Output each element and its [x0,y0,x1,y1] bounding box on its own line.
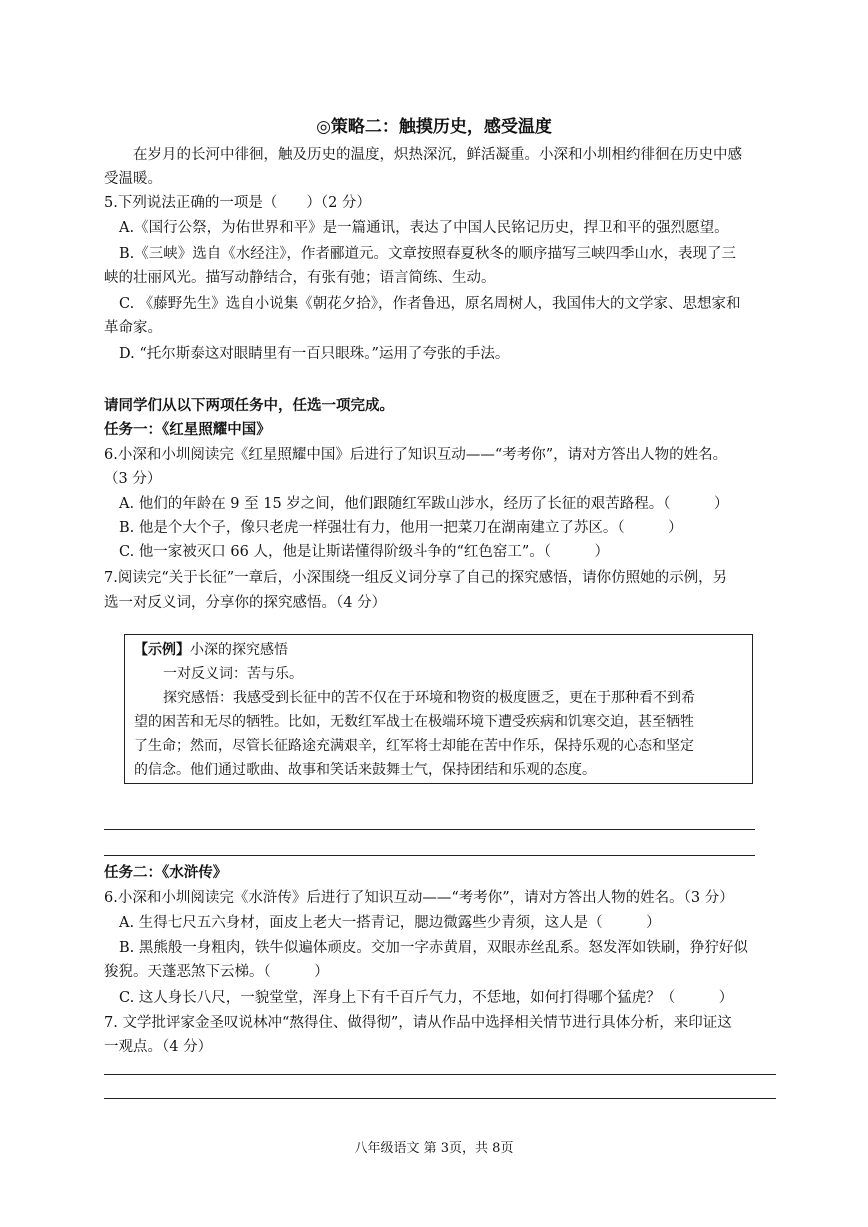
task2-q6: 6.小深和小圳阅读完《水浒传》后进行了知识互动——“考考你”，请对方答出人物的姓名。（3 分） [104,890,734,906]
intro-line-2: 受温暖。 [104,171,162,187]
task2-q7-line-2: 一观点。（4 分） [104,1039,213,1055]
answer-line-1[interactable] [104,829,755,830]
task1-q6-option-b: B. 他是个大个子，像只老虎一样强壮有力，他用一把菜刀在湖南建立了苏区。（ ） [119,520,683,536]
q5-option-c-line-2: 革命家。 [104,320,162,336]
task2-q6-option-b-line-1: B. 黑熊般一身粗肉，铁牛似遍体顽皮。交加一字赤黄眉，双眼赤丝乱系。怒发浑如铁刷，狰狞好似 [119,940,748,956]
q5-option-a: A.《国行公祭，为佑世界和平》是一篇通讯，表达了中国人民铭记历史，捍卫和平的强烈愿望。 [119,220,729,236]
task2-heading: 任务二：《水浒传》 [104,865,228,881]
section-title: ◎策略二：触摸历史，感受温度 [316,117,552,137]
q5-option-b-line-2: 峡的壮丽风光。描写动静结合，有张有弛；语言简练、生动。 [104,270,496,286]
task2-q6-option-b-line-2: 狻猊。天蓬恶煞下云梯。（ ） [104,964,329,980]
intro-line-1: 在岁月的长河中徘徊，触及历史的温度，炽热深沉，鲜活凝重。小深和小圳相约徘徊在历史中感 [133,147,742,163]
task1-q6-option-a: A. 他们的年龄在 9 至 15 岁之间，他们跟随红军跋山涉水，经历了长征的艰苦路程。（ ） [119,496,729,512]
task2-q6-option-c: C. 这人身长八尺，一貌堂堂，浑身上下有千百斤气力，不恁地，如何打得哪个猛虎？（ ） [119,990,734,1006]
answer-line-2[interactable] [104,855,755,856]
page-footer: 八年级语文 第 3页，共 8页 [354,1141,514,1156]
task2-q6-option-a: A. 生得七尺五六身材，面皮上老大一搭青记，腮边微露些少青须，这人是（ ） [119,915,661,931]
task1-q7-line-1: 7.阅读完“关于长征”一章后，小深围绕一组反义词分享了自己的探究感悟，请你仿照她的示例，另 [104,570,728,586]
example-line-3: 了生命；然而，尽管长征路途充满艰辛，红军将士却能在苦中作乐，保持乐观的心态和坚定 [134,738,694,754]
task-instruction: 请同学们从以下两项任务中，任选一项完成。 [104,398,394,414]
example-line-4: 的信念。他们通过歌曲、故事和笑话来鼓舞士气，保持团结和乐观的态度。 [134,762,596,778]
example-line-1: 探究感悟：我感受到长征中的苦不仅在于环境和物资的极度匮乏，更在于那种看不到希 [163,690,695,706]
task2-q7-line-1: 7. 文学批评家金圣叹说林冲“熬得住、做得彻”，请从作品中选择相关情节进行具体分析，来印证这 [104,1015,732,1031]
q5-option-b-line-1: B.《三峡》选自《水经注》，作者郦道元。文章按照春夏秋冬的顺序描写三峡四季山水，表现了三 [119,246,737,262]
task1-q6-option-c: C. 他一家被灭口 66 人，他是让斯诺懂得阶级斗争的“红色窑工”。（ ） [119,544,610,560]
task1-q6-line-1: 6.小深和小圳阅读完《红星照耀中国》后进行了知识互动——“考考你”，请对方答出人物的姓名。 [104,447,728,463]
q5-option-c-line-1: C. 《藤野先生》选自小说集《朝花夕拾》，作者鲁迅，原名周树人，我国伟大的文学家、思想家和 [119,296,741,312]
q5-option-d: D. “托尔斯泰这对眼睛里有一百只眼珠。”运用了夸张的手法。 [119,346,510,362]
example-title: 小深的探究感悟 [190,642,288,658]
example-tag: 【示例】 [134,642,190,658]
task1-heading: 任务一：《红星照耀中国》 [104,422,271,438]
q5-stem: 5.下列说法正确的一项是（ ）（2 分） [104,195,371,211]
answer-line-3[interactable] [104,1074,776,1075]
example-line-2: 望的困苦和无尽的牺牲。比如，无数红军战士在极端环境下遭受疾病和饥寒交迫，甚至牺牲 [134,714,694,730]
answer-line-4[interactable] [104,1098,776,1099]
task1-q7-line-2: 选一对反义词，分享你的探究感悟。（4 分） [104,595,387,611]
example-pair: 一对反义词：苦与乐。 [163,666,303,682]
task1-q6-line-2: （3 分） [104,471,162,487]
example-label [134,640,288,660]
